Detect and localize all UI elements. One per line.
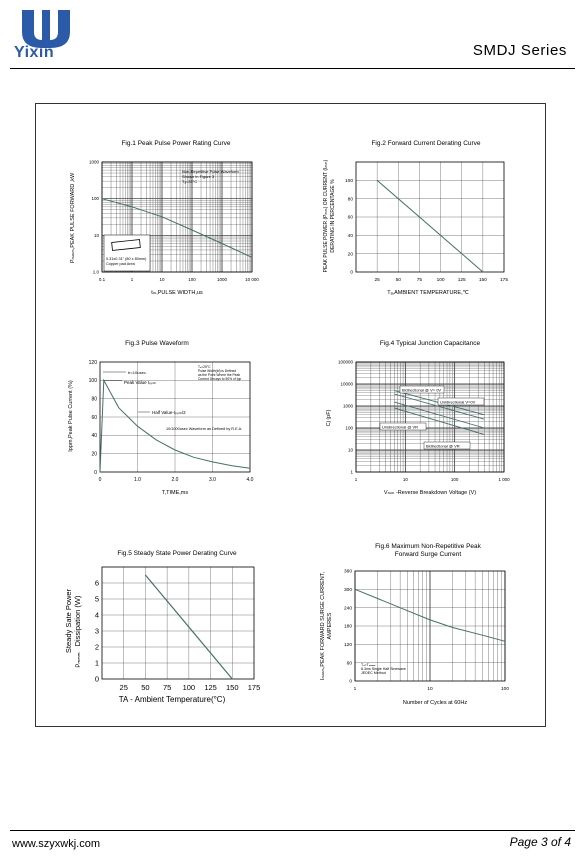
x-tick-label: 10 000	[245, 277, 259, 282]
y-tick-label: 10	[347, 447, 353, 453]
x-tick-label: 100	[450, 477, 459, 482]
fig6-title1: Fig.6 Maximum Non-Repetitive Peak	[375, 543, 481, 550]
fig3-wave: 10/1000usec Waveform as Defined by R.E.A.	[166, 427, 243, 431]
fig1-svg	[62, 136, 272, 301]
fig5-ticks	[95, 579, 260, 692]
x-tick-label: 1	[353, 687, 357, 692]
x-tick-label: 150	[478, 278, 487, 283]
y-tick-label: 20	[347, 252, 353, 258]
x-tick-label: 10	[402, 477, 408, 482]
fig4-grid	[356, 362, 504, 472]
fig4-chart	[318, 336, 528, 501]
fig3-xlabel: T,TIME,ms	[161, 490, 189, 496]
y-tick-label: 5	[94, 594, 99, 604]
x-tick-label: 150	[226, 683, 239, 692]
x-tick-label: 1	[130, 277, 134, 282]
y-tick-label: 40	[347, 234, 353, 240]
y-tick-label: 1.0	[92, 269, 99, 275]
fig2-title: Fig.2 Forward Current Derating Curve	[371, 140, 481, 147]
fig1-note3: Tₐ=25°C	[182, 179, 198, 184]
y-tick-label: 2	[94, 642, 99, 652]
footer-rule	[10, 830, 575, 831]
fig6-title2: Forward Surge Current	[394, 551, 462, 558]
fig5-ylabel1: Steady Sate Power	[64, 588, 73, 654]
fig2-ylabel2: DERATING IN PERCENTAGE %	[330, 179, 336, 253]
y-tick-label: 100	[91, 196, 99, 202]
y-tick-label: 0	[349, 679, 352, 685]
y-tick-label: 0	[350, 270, 353, 276]
fig6-grid	[355, 571, 505, 681]
page-header	[0, 0, 585, 78]
header-rule	[10, 68, 575, 69]
x-tick-label: 100	[436, 278, 445, 283]
fig4-svg	[318, 336, 528, 501]
x-tick-label: 25	[119, 683, 128, 692]
fig1-xlabel: tₘ,PULSE WIDTH,us	[151, 290, 203, 296]
x-tick-label: 175	[499, 278, 509, 283]
fig4-legend-4	[424, 442, 470, 449]
fig6-ylabel2: AMPERES	[327, 612, 333, 640]
fig6-note2: 8.3ms Single Half Sinewave	[361, 667, 406, 671]
fig5-plot-area	[102, 567, 254, 679]
fig3-svg	[62, 336, 272, 501]
fig2-ylabel1: PEAK PULSE POWER (Pₘₘ) OR CURRENT (Iₘₘ)	[323, 159, 329, 273]
y-tick-label: 1	[94, 658, 99, 668]
fig3-ylabel: Ippm,Peak Pulse Current (%)	[68, 380, 74, 452]
fig3-chart	[62, 336, 272, 501]
fig4-legend-1	[400, 386, 444, 393]
y-tick-label: 1000	[342, 403, 353, 409]
x-tick-label: 50	[395, 278, 401, 283]
fig1-pad1: 0.31x0.31" (80 x 80mm)	[106, 257, 147, 261]
x-tick-label: 50	[141, 683, 150, 692]
fig5-grid	[102, 567, 254, 679]
fig6-note1: Tₐ=Tₘₘₘ	[361, 663, 376, 667]
x-tick-label: 1 000	[498, 477, 510, 482]
x-tick-label: 2.0	[171, 477, 179, 483]
svg-text:Bidirectional @ V= 0V: Bidirectional @ V= 0V	[402, 387, 442, 393]
fig6-xlabel: Number of Cycles at 60Hz	[402, 700, 468, 706]
fig1-note2: Shown in Figure 3	[182, 174, 215, 179]
x-tick-label: 175	[247, 683, 261, 692]
x-tick-label: 1	[354, 477, 358, 482]
x-tick-label: 100	[500, 687, 510, 692]
y-tick-label: 100	[345, 425, 353, 431]
y-tick-label: 120	[343, 643, 352, 649]
y-tick-label: 80	[91, 396, 97, 403]
fig1-title: Fig.1 Peak Pulse Power Rating Curve	[121, 140, 231, 147]
fig3-title: Fig.3 Pulse Waveform	[125, 340, 189, 347]
x-tick-label: 0	[98, 477, 102, 483]
x-tick-label: 0.1	[98, 277, 106, 282]
y-tick-label: 60	[91, 414, 97, 421]
fig1-chart	[62, 136, 272, 301]
x-tick-label: 10	[427, 687, 433, 692]
y-tick-label: 40	[91, 433, 97, 440]
fig2-curve	[377, 180, 483, 272]
y-tick-label: 80	[347, 197, 353, 203]
fig2-ticks	[345, 178, 508, 283]
y-tick-label: 300	[343, 588, 352, 594]
fig3-half: Half Value-Iₚₚₘ/2	[152, 410, 186, 415]
fig3-tr: tr=10usec.	[128, 370, 147, 375]
fig3-cond3: as the Point Where the Peak	[198, 373, 240, 377]
y-tick-label: 10	[93, 232, 99, 238]
x-tick-label: 125	[204, 683, 217, 692]
y-tick-label: 100	[88, 378, 97, 385]
x-tick-label: 75	[162, 683, 172, 692]
y-tick-label: 60	[346, 661, 352, 667]
fig6-chart	[315, 538, 525, 713]
fig6-note3: JEDEC Method	[361, 671, 386, 675]
fig1-pad2: Copper pad Area	[106, 262, 135, 266]
y-tick-label: 120	[88, 359, 97, 366]
fig4-ylabel: Cj (pF)	[326, 409, 332, 427]
y-tick-label: 100000	[337, 359, 353, 365]
y-tick-label: 0	[94, 469, 97, 476]
x-tick-label: 75	[416, 278, 423, 283]
y-tick-label: 180	[343, 624, 352, 630]
y-tick-label: 6	[94, 578, 99, 588]
x-tick-label: 3.0	[209, 477, 216, 483]
x-tick-label: 100	[182, 683, 196, 692]
series-title: SMDJ Series	[472, 42, 567, 59]
y-tick-label: 360	[343, 569, 352, 575]
fig4-plot-area	[356, 362, 504, 472]
fig4-legend-2	[438, 398, 484, 405]
fig1-ylabel: Pₘₘₘ,PEAK PULSE FORWARD ,kW	[70, 172, 76, 264]
fig3-cond1: Tₐ=25°C	[198, 365, 211, 369]
fig2-xlabel: Tₐ,AMBIENT TEMPERATURE,℃	[387, 290, 469, 296]
fig4-xlabel: Vₘₘ -Reverse Breakdown Voltage (V)	[383, 490, 477, 496]
x-tick-label: 4.0	[246, 477, 254, 483]
y-tick-label: 240	[343, 606, 352, 612]
y-tick-label: 4	[94, 610, 99, 620]
x-tick-label: 10	[159, 277, 165, 282]
fig3-peak: Peak Value Iₚₚₘ	[124, 380, 156, 385]
svg-text:Unidirectional @ VR: Unidirectional @ VR	[382, 424, 419, 430]
svg-text:Bidirectional @ VR: Bidirectional @ VR	[426, 443, 460, 449]
page-number: Page 3 of 4	[509, 835, 571, 849]
fig2-chart	[318, 136, 528, 301]
x-tick-label: 1000	[216, 277, 228, 282]
fig4-legend-3	[380, 423, 426, 430]
brand-name: Yixin	[14, 44, 55, 61]
fig3-cond4: Current Decays to 50% of Ipp	[198, 377, 242, 381]
fig5-chart	[62, 545, 272, 715]
y-tick-label: 20	[91, 451, 97, 458]
svg-text:Unidirectional V=0V: Unidirectional V=0V	[440, 399, 476, 405]
fig2-grid	[356, 162, 504, 272]
fig5-xlabel: TA - Ambient Temperature(°C)	[118, 695, 226, 704]
fig6-ylabel1: Iₘₘₘ,PEAK FORWARD SURGE CURRENT,	[320, 571, 326, 681]
fig3-cond2: Pulse Width(td) is Defined	[198, 369, 237, 373]
y-tick-label: 1000	[88, 159, 99, 165]
y-tick-label: 1	[350, 469, 353, 475]
fig5-ylabel3: Pₘₘₘ	[76, 652, 82, 668]
x-tick-label: 1.0	[134, 477, 141, 483]
fig5-svg	[62, 545, 272, 715]
fig4-title: Fig.4 Typical Junction Capacitance	[379, 340, 481, 347]
y-tick-label: 3	[94, 626, 99, 636]
y-tick-label: 100	[344, 179, 353, 185]
y-tick-label: 0	[94, 674, 99, 684]
footer-url: www.szyxwkj.com	[12, 838, 101, 850]
fig6-svg	[315, 538, 525, 713]
x-tick-label: 25	[374, 278, 380, 283]
y-tick-label: 60	[347, 215, 353, 221]
fig2-svg	[318, 136, 528, 301]
fig5-title: Fig.5 Steady State Power Derating Curve	[117, 550, 237, 557]
x-tick-label: 125	[457, 278, 466, 283]
y-tick-label: 10000	[340, 381, 353, 387]
fig1-note1: Non-Repetitive Pulse Waveform	[182, 169, 239, 174]
fig5-ylabel2: Dissipation (W)	[73, 595, 82, 647]
x-tick-label: 100	[188, 277, 196, 282]
